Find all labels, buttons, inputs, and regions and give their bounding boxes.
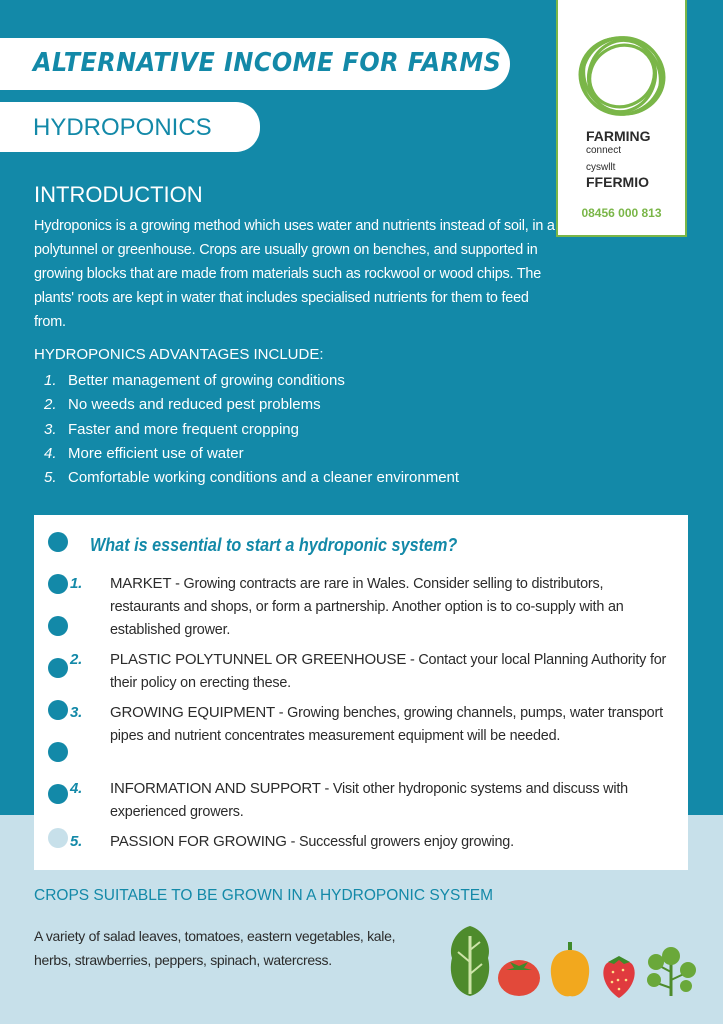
- bullet-dot: [48, 700, 68, 720]
- essential-item: 3. GROWING EQUIPMENT - Growing benches, growing channels, pumps, water transport pipes and nutrient concentrates measurement equipment will be needed.: [70, 704, 663, 744]
- subtitle-banner: [0, 102, 260, 152]
- bullet-dot: [48, 574, 68, 594]
- bullet-dot: [48, 828, 68, 848]
- logo-farming: FARMING: [586, 128, 651, 144]
- crops-paragraph: A variety of salad leaves, tomatoes, eastern vegetables, kale, herbs, strawberries, peppers, spinach, watercress.: [34, 928, 396, 968]
- lettuce-icon: [444, 922, 496, 998]
- essential-item: 4. INFORMATION AND SUPPORT - Visit other hydroponic systems and discuss with experienced growers.: [70, 780, 628, 820]
- list-item: 1. Better management of growing conditions: [44, 372, 345, 389]
- essential-item: 5. PASSION FOR GROWING - Successful growers enjoy growing.: [70, 833, 514, 850]
- logo-cyswllt: cyswllt: [586, 162, 616, 173]
- herb-icon: [646, 942, 696, 998]
- bullet-dot: [48, 532, 68, 552]
- farming-connect-logo: [556, 0, 687, 237]
- tomato-icon: [496, 950, 542, 998]
- logo-ffermio: FFERMIO: [586, 174, 649, 190]
- phone-number: 08456 000 813: [581, 206, 662, 220]
- page-title: ALTERNATIVE INCOME FOR FARMS: [33, 48, 502, 78]
- bullet-dot: [48, 616, 68, 636]
- list-item: 5. Comfortable working conditions and a cleaner environment: [44, 469, 460, 487]
- crops-heading: CROPS SUITABLE TO BE GROWN IN A HYDROPONIC SYSTEM: [34, 887, 494, 904]
- list-item: 2. No weeds and reduced pest problems: [44, 396, 321, 414]
- advantages-heading: HYDROPONICS ADVANTAGES INCLUDE:: [34, 346, 324, 363]
- title-banner: [0, 38, 510, 90]
- swirl-ring-icon: [572, 26, 672, 126]
- list-item: 4. More efficient use of water: [44, 444, 244, 462]
- pepper-icon: [546, 940, 594, 1000]
- logo-connect: connect: [586, 145, 622, 156]
- essential-item: 2. PLASTIC POLYTUNNEL OR GREENHOUSE - Contact your local Planning Authority for their policy on erecting these.: [70, 651, 667, 691]
- bullet-dot: [48, 784, 68, 804]
- bullet-dot: [48, 658, 68, 678]
- list-item: 3. Faster and more frequent cropping: [44, 420, 299, 438]
- strawberry-icon: [598, 948, 640, 1000]
- essential-item: 1. MARKET - Growing contracts are rare in Wales. Consider selling to distributors, restaurants and shops, or form a partnership. Another option is to co-supply with an established grower.: [70, 575, 624, 638]
- advantages-list: [34, 372, 459, 493]
- essentials-heading: What is essential to start a hydroponic system?: [90, 535, 458, 555]
- page-subtitle: HYDROPONICS: [33, 114, 212, 141]
- intro-heading: INTRODUCTION: [34, 182, 203, 207]
- bullet-dot: [48, 742, 68, 762]
- intro-paragraph: Hydroponics is a growing method which uses water and nutrients instead of soil, in a polytunnel or greenhouse. Crops are usually grown on benches, and supported in growing blocks that are made from materials such as rockwool or wood chips. The plants' roots are kept in water that includes specialised nutrients for them to feed from.: [34, 218, 555, 330]
